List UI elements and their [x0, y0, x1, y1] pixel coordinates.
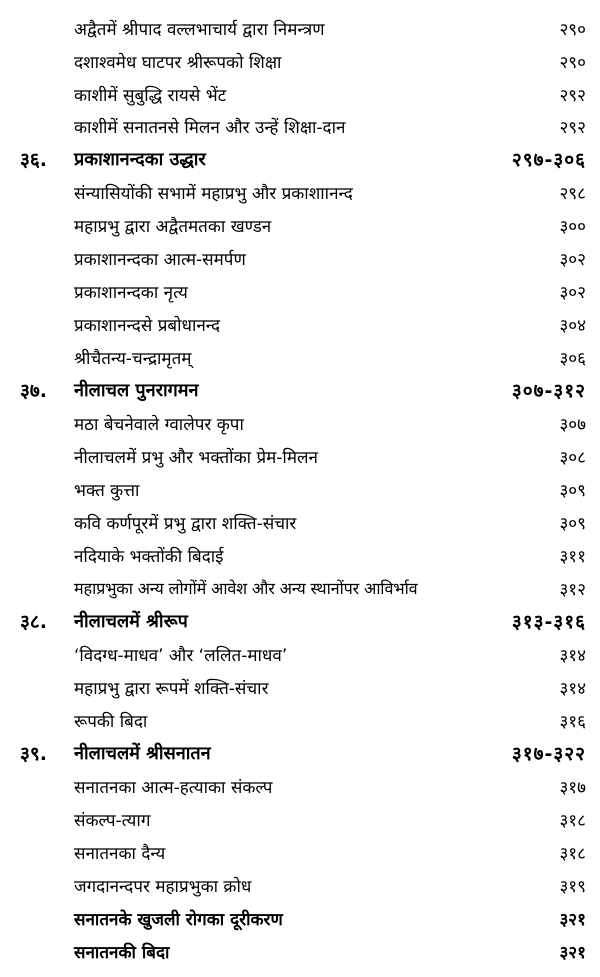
toc-entry — [0, 902, 600, 934]
entry-page-number: २९२ — [559, 85, 586, 106]
toc-entry — [0, 671, 600, 703]
entry-title: नदियाके भक्तोंकी बिदाई — [74, 546, 224, 567]
entry-title: जगदानन्दपर महाप्रभुका क्रोध — [74, 876, 252, 897]
toc-entry — [0, 12, 600, 44]
entry-page-number: ३१८ — [559, 843, 586, 864]
entry-title: श्रीचैतन्य-चन्द्रामृतम् — [74, 348, 192, 369]
toc-entry — [0, 539, 600, 571]
entry-title: महाप्रभु द्वारा रूपमें शक्ति-संचार — [74, 678, 269, 699]
entry-page-number: ३१७ — [559, 777, 586, 798]
entry-title: सनातनका दैन्य — [74, 843, 166, 864]
entry-title: अद्वैतमें श्रीपाद वल्लभाचार्य द्वारा निमन्त्रण — [74, 19, 325, 40]
toc-entry — [0, 78, 600, 110]
toc-entry — [0, 45, 600, 77]
toc-entry — [0, 341, 600, 373]
chapter-title: नीलाचलमें श्रीसनातन — [74, 743, 211, 764]
entry-title: रूपकी बिदा — [74, 711, 148, 732]
toc-entry — [0, 506, 600, 538]
chapter-page-range: ३१३-३१६ — [511, 611, 586, 633]
entry-page-number: ३११ — [559, 546, 586, 567]
toc-entry — [0, 473, 600, 505]
entry-page-number: ३०२ — [559, 249, 586, 270]
chapter-number: ३९. — [20, 743, 47, 765]
toc-entry — [0, 176, 600, 208]
entry-title: ‘विदग्ध-माधव’ और ‘ललित-माधव’ — [74, 645, 288, 666]
toc-entry — [0, 308, 600, 340]
chapter-number: ३६. — [20, 149, 47, 171]
entry-title: सनातनके खुजली रोगका दूरीकरण — [74, 909, 283, 930]
entry-page-number: ३१९ — [559, 876, 586, 897]
entry-page-number: ३०८ — [559, 447, 586, 468]
entry-page-number: ३०६ — [559, 348, 586, 369]
toc-entry — [0, 242, 600, 274]
toc-entry — [0, 704, 600, 736]
entry-page-number: ३२१ — [559, 942, 586, 963]
chapter-page-range: २९७-३०६ — [511, 149, 586, 171]
entry-page-number: ३०० — [559, 216, 586, 237]
toc-entry — [0, 110, 600, 142]
chapter-page-range: ३१७-३२२ — [511, 743, 586, 765]
toc-entry — [0, 572, 600, 604]
entry-page-number: २९० — [559, 19, 586, 40]
entry-page-number: ३०४ — [559, 315, 586, 336]
entry-page-number: २९० — [559, 52, 586, 73]
entry-title: प्रकाशानन्दका नृत्य — [74, 282, 188, 303]
entry-title: महाप्रभुका अन्य लोगोंमें आवेश और अन्य स्थानोंपर आविर्भाव — [74, 579, 418, 598]
entry-page-number: ३२१ — [559, 909, 586, 930]
toc-entry — [0, 935, 600, 967]
entry-page-number: २९८ — [559, 183, 586, 204]
toc-entry — [0, 803, 600, 835]
entry-title: काशीमें सुबुद्धि रायसे भेंट — [74, 85, 227, 106]
entry-page-number: ३१६ — [559, 711, 586, 732]
entry-title: काशीमें सनातनसे मिलन और उन्हें शिक्षा-दान — [74, 117, 346, 138]
entry-title: दशाश्वमेध घाटपर श्रीरूपको शिक्षा — [74, 52, 282, 73]
chapter-title: नीलाचलमें श्रीरूप — [74, 611, 188, 632]
entry-page-number: ३०९ — [559, 480, 586, 501]
entry-page-number: २९२ — [559, 117, 586, 138]
entry-title: सनातनकी बिदा — [74, 942, 170, 963]
entry-page-number: ३०७ — [559, 414, 586, 435]
entry-title: मठा बेचनेवाले ग्वालेपर कृपा — [74, 414, 244, 435]
chapter-heading — [0, 605, 600, 637]
chapter-heading — [0, 737, 600, 769]
chapter-heading — [0, 143, 600, 175]
entry-page-number: ३१८ — [559, 810, 586, 831]
toc-entry — [0, 440, 600, 472]
entry-page-number: ३०९ — [559, 513, 586, 534]
chapter-page-range: ३०७-३१२ — [511, 380, 586, 402]
entry-page-number: ३०२ — [559, 282, 586, 303]
chapter-title: नीलाचल पुनरागमन — [74, 380, 199, 401]
toc-entry — [0, 209, 600, 241]
chapter-heading — [0, 374, 600, 406]
entry-page-number: ३१२ — [559, 579, 586, 600]
toc-entry — [0, 275, 600, 307]
entry-title: महाप्रभु द्वारा अद्वैतमतका खण्डन — [74, 216, 272, 237]
entry-page-number: ३१४ — [559, 678, 586, 699]
entry-title: भक्त कुत्ता — [74, 480, 140, 501]
entry-title: संकल्प-त्याग — [74, 810, 151, 831]
chapter-title: प्रकाशानन्दका उद्धार — [74, 149, 206, 170]
chapter-number: ३८. — [20, 611, 47, 633]
entry-title: नीलाचलमें प्रभु और भक्तोंका प्रेम-मिलन — [74, 447, 318, 468]
toc-entry — [0, 836, 600, 868]
toc-entry — [0, 770, 600, 802]
toc-entry — [0, 869, 600, 901]
entry-title: प्रकाशानन्दका आत्म-समर्पण — [74, 249, 246, 270]
chapter-number: ३७. — [20, 380, 47, 402]
entry-page-number: ३१४ — [559, 645, 586, 666]
toc-entry — [0, 638, 600, 670]
entry-title: सनातनका आत्म-हत्याका संकल्प — [74, 777, 273, 798]
entry-title: प्रकाशानन्दसे प्रबोधानन्द — [74, 315, 221, 336]
entry-title: कवि कर्णपूरमें प्रभु द्वारा शक्ति-संचार — [74, 513, 297, 534]
entry-title: संन्यासियोंकी सभामें महाप्रभु और प्रकाशाानन्द — [74, 183, 353, 204]
toc-entry — [0, 407, 600, 439]
